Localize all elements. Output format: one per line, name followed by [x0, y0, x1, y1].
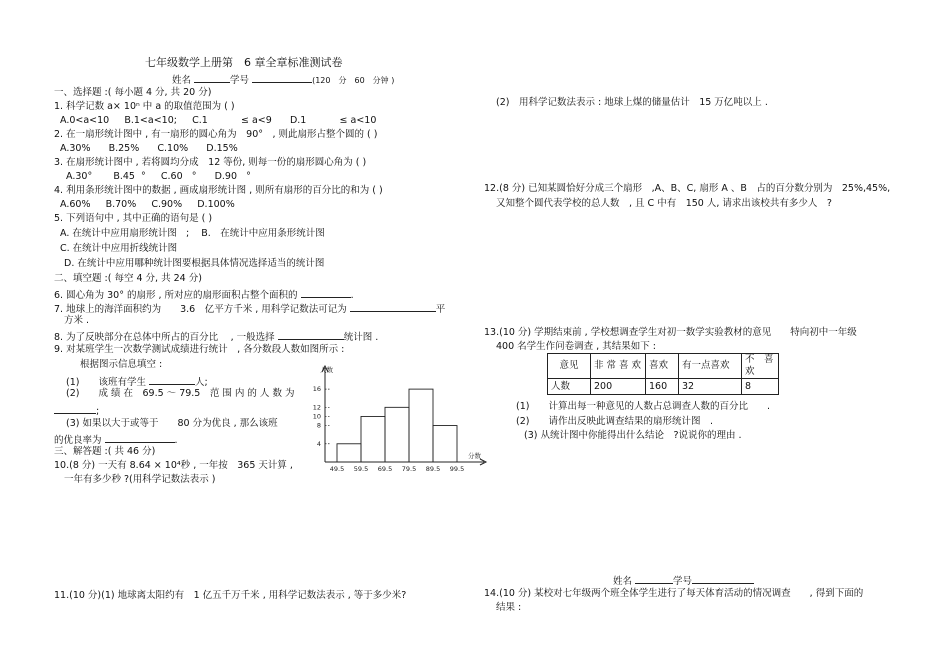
y-tick-label: 4: [316, 439, 321, 448]
option-a: A.30°: [66, 171, 93, 182]
question-9-part-2-blank: [54, 403, 99, 418]
x-tick-label: 49.5: [329, 465, 345, 473]
option-c: C.90%: [151, 199, 183, 210]
answer-blank[interactable]: [301, 287, 351, 298]
question-7-cont: 方米 .: [64, 315, 90, 326]
answer-blank[interactable]: [149, 374, 195, 385]
x-axis-label: 分数: [468, 452, 481, 460]
x-tick-label: 79.5: [401, 465, 417, 473]
table-header-cell: 喜欢: [646, 354, 679, 379]
answer-blank[interactable]: [350, 301, 436, 312]
section3-heading: 三、解答题 :( 共 46 分): [54, 446, 156, 457]
survey-table: [547, 353, 779, 395]
option-d: D.90: [214, 171, 238, 182]
option-d-deg: °: [246, 171, 251, 182]
question-13-part-2: (2) 请作出反映此调查结果的扇形统计图 .: [516, 416, 713, 427]
y-tick-label: 10: [312, 412, 321, 421]
question-9-part-1: [66, 374, 208, 389]
name-blank[interactable]: [635, 573, 673, 584]
question-9: 9. 对某班学生一次数学测试成绩进行统计 , 各分数段人数如图所示 :: [54, 344, 345, 355]
question-8: [54, 329, 378, 344]
histogram-bar: [433, 426, 457, 462]
question-13-part-3: (3) 从统计图中你能得出什么结论 ?说说你的理由 .: [524, 430, 742, 441]
part-3-text: 的优良率为: [54, 435, 102, 446]
table-cell: 160: [646, 379, 679, 395]
histogram-bar: [385, 407, 409, 462]
id-label: 学号: [230, 75, 250, 86]
question-9-part-3: (3) 如果以大于或等于 80 分为优良 , 那么该班: [66, 418, 278, 429]
id-blank[interactable]: [252, 72, 312, 83]
part-1-text: (1) 该班有学生: [66, 377, 146, 388]
histogram-bar: [409, 389, 433, 462]
option-b: B.25%: [108, 143, 140, 154]
option-a: A. 在统计中应用扇形统计图: [60, 228, 177, 239]
question-3: 3. 在扇形统计图中 , 若将圆均分成 12 等份, 则每一份的扇形圆心角为 ( ): [54, 157, 367, 168]
table-header-cell: 非 常 喜 欢: [591, 354, 646, 379]
name-id-line: [172, 72, 394, 87]
y-tick-label: 8: [316, 421, 321, 430]
x-tick-label: 99.5: [449, 465, 465, 473]
question-6-text: 6. 圆心角为 30° 的扇形 , 所对应的扇形面积占整个面积的: [54, 290, 298, 301]
option-c-cont: ≤ a<9: [241, 115, 272, 126]
page-title: 七年级数学上册第 6 章全章标准测试卷: [145, 56, 343, 69]
table-cell: 8: [742, 379, 779, 395]
question-12-cont: 又知整个圆代表学校的总人数 , 且 C 中有 150 人, 请求出该校共有多少人 ?: [496, 198, 832, 209]
part-1-tail: 人;: [195, 377, 208, 388]
question-4: 4. 利用条形统计图中的数据 , 画成扇形统计图 , 则所有扇形的百分比的和为 ( ): [54, 185, 383, 196]
option-a: A.0<a<10: [60, 115, 110, 126]
question-8-tail: 统计图 .: [343, 332, 379, 343]
x-tick-label: 69.5: [377, 465, 393, 473]
y-tick-label: 12: [312, 403, 321, 412]
table-row-label: 人数: [548, 379, 591, 395]
option-b: B.45: [113, 171, 135, 182]
question-12: 12.(8 分) 已知某圆恰好分成三个扇形 ,A、B、C, 扇形 A 、B 占的百分数分别为 25%,45%,: [484, 183, 891, 194]
question-13-part-1: (1) 计算出每一种意见的人数占总调查人数的百分比 .: [516, 401, 770, 412]
part-2-end: ;: [96, 406, 100, 417]
option-b-deg: °: [141, 171, 146, 182]
y-axis-label: 人数: [320, 366, 333, 374]
name-label: 姓名: [172, 75, 192, 86]
histogram-bar: [337, 444, 361, 462]
option-separator: ;: [185, 228, 190, 239]
question-2: 2. 在一扇形统计图中 , 有一扇形的圆心角为 90° , 则此扇形占整个圆的 ( ): [54, 129, 378, 140]
question-10: 10.(8 分) 一天有 8.64 × 10⁴秒 , 一年按 365 天计算 ,: [54, 460, 293, 471]
table-header-cell: 有一点喜欢: [679, 354, 742, 379]
option-a: A.60%: [60, 199, 91, 210]
answer-blank[interactable]: [54, 403, 96, 414]
table-header-cell: 意见: [548, 354, 591, 379]
question-1-options: [60, 115, 376, 127]
id-blank[interactable]: [692, 573, 754, 584]
question-9-part-2: (2) 成 绩 在 69.5 ～ 79.5 范 围 内 的 人 数 为: [66, 388, 295, 399]
question-1: 1. 科学记数 a× 10ⁿ 中 a 的取值范围为 ( ): [54, 101, 235, 112]
section1-heading: 一、选择题 :( 每小题 4 分, 共 20 分): [54, 87, 212, 98]
option-a: A.30%: [60, 143, 91, 154]
question-9-sub: 根据图示信息填空 :: [80, 359, 163, 370]
question-5-options-ab: [60, 228, 325, 240]
question-14-cont: 结果 :: [496, 602, 522, 613]
option-d-cont: ≤ a<10: [339, 115, 377, 126]
x-tick-label: 59.5: [353, 465, 369, 473]
option-c-deg: °: [191, 171, 197, 182]
option-c: C.60: [160, 171, 183, 182]
question-9-part-3-cont: 的优良率为 .: [54, 432, 178, 447]
question-2-options: [60, 143, 238, 155]
x-tick-label: 89.5: [425, 465, 441, 473]
question-7: [54, 301, 445, 316]
option-d: D.1: [289, 115, 307, 126]
table-cell: 200: [591, 379, 646, 395]
question-4-options: [60, 199, 235, 211]
question-7-text: 7. 地球上的海洋面积约为 3.6 亿平方千米 , 用科学记数法可记为: [54, 304, 347, 315]
question-13-cont: 400 名学生作问卷调查 , 其结果如下 :: [496, 341, 656, 352]
option-c: C.1: [192, 115, 208, 126]
question-13: 13.(10 分) 学期结束前 , 学校想调查学生对初一数学实验教材的意见 特向初中一年级: [484, 327, 857, 338]
option-b: B. 在统计中应用条形统计图: [201, 228, 325, 239]
id-label: 学号: [673, 576, 693, 587]
question-7-unit: 平: [435, 304, 446, 315]
table-row: [548, 354, 779, 379]
table-header-cell: 不 喜 欢: [742, 354, 779, 379]
option-c: C.10%: [157, 143, 189, 154]
question-10-cont: 一年有多少秒 ?(用科学记数法表示 ): [64, 474, 216, 485]
question-8-text: 8. 为了反映部分在总体中所占的百分比 , 一般选择: [54, 332, 275, 343]
question-3-options: [66, 171, 251, 183]
name-blank[interactable]: [194, 72, 230, 83]
option-d: D.100%: [197, 199, 235, 210]
question-6: 6. 圆心角为 30° 的扇形 , 所对应的扇形面积占整个面积的 .: [54, 287, 354, 302]
name-label: 姓名: [613, 576, 633, 587]
footer-name-id: [613, 573, 754, 588]
question-11-part-2: (2) 用科学记数法表示 : 地球上煤的储量估计 15 万亿吨以上 .: [496, 97, 768, 108]
option-b: B.70%: [105, 199, 137, 210]
section2-heading: 二、填空题 :( 每空 4 分, 共 24 分): [54, 273, 202, 284]
option-b: B.1<a<10;: [124, 115, 177, 126]
y-tick-label: 16: [312, 385, 321, 394]
option-d: D.15%: [206, 143, 238, 154]
table-row: [548, 379, 779, 395]
question-14: 14.(10 分) 某校对七年级两个班全体学生进行了每天体育活动的情况调查 , 得到下面的: [484, 588, 864, 599]
score-note: (120 分 60 分钟 ): [312, 76, 395, 85]
question-11: 11.(10 分)(1) 地球离太阳约有 1 亿五千万千米 , 用科学记数法表示 , 等于多少米?: [54, 590, 407, 601]
histogram-bar: [361, 416, 385, 462]
table-cell: 32: [679, 379, 742, 395]
question-5: 5. 下列语句中 , 其中正确的语句是 ( ): [54, 213, 213, 224]
answer-blank[interactable]: [278, 329, 344, 340]
option-d-text: D. 在统计中应用哪种统计图要根据具体情况选择适当的统计图: [64, 258, 325, 269]
score-histogram: [300, 360, 490, 478]
answer-blank[interactable]: [105, 432, 175, 443]
option-c-text: C. 在统计中应用折线统计图: [60, 243, 178, 254]
